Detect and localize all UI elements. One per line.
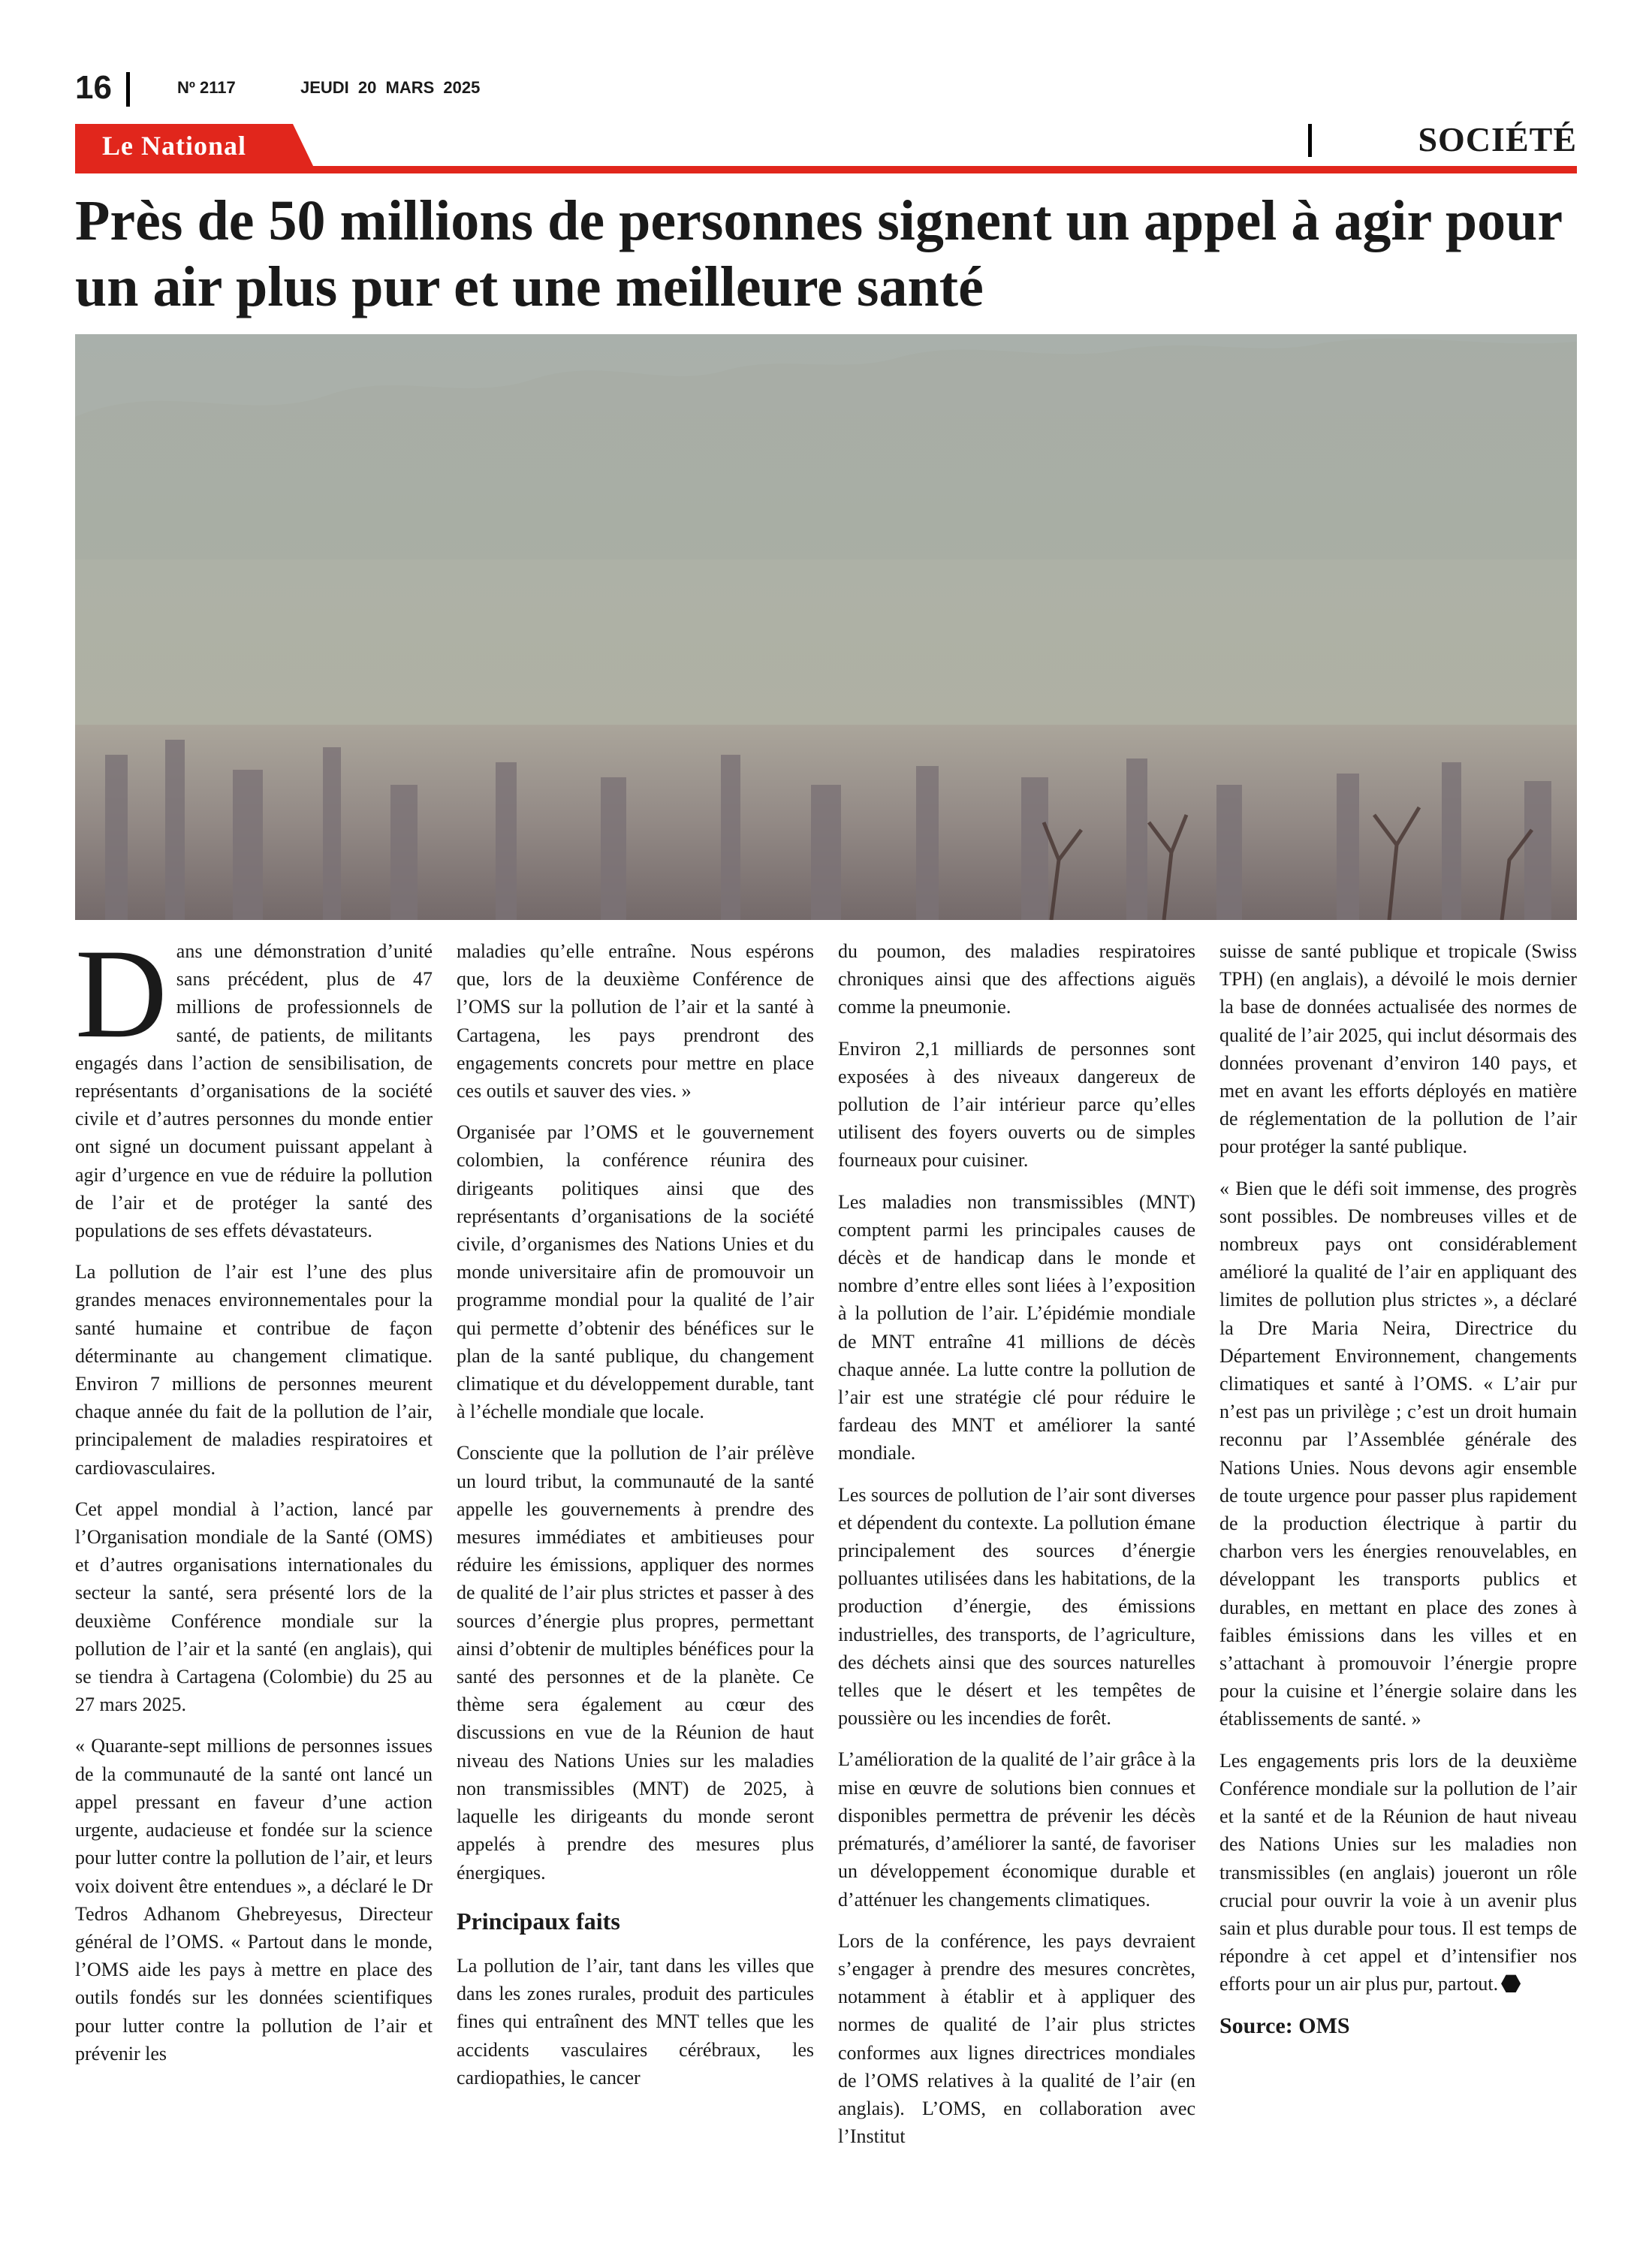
paragraph-text: ans une démonstration d’unité sans précédent, plus de 47 millions de professionnels de santé, de patients, de militants engagés dans l’action de sensibilisation, de représentants d’organisations de la société civile et d’autres personnes du monde entier ont signé un document puissant appelant à agir d’urgence en vue de réduire la pollution de l’air et de protéger la santé des populations de ses effets dévastateurs. [75,940,433,1242]
article-paragraph: Environ 2,1 milliards de personnes sont exposées à des niveaux dangereux de pollution de l’air intérieur parce qu’elles utilisent des foyers ouverts ou de simples fourneaux pour cuisiner. [838,1037,1195,1172]
article-column-1 [75,923,433,2081]
subheading: Principaux faits [457,1907,620,1935]
issue-number: Nº 2117 [177,78,236,97]
article-column-3 [838,937,1195,2164]
article-paragraph: Les maladies non transmissibles (MNT) comptent parmi les principales causes de décès et de handicap dans le monde et nombre d’entre elles sont liées à l’exposition à la pollution de l’air. L’épidémie mondiale de MNT entraîne 41 millions de décès chaque année. La lutte contre la pollution de l’air est une stratégie clé pour réduire le fardeau des MNT et améliorer la santé mondiale. [838,1190,1195,1464]
article-paragraph: L’amélioration de la qualité de l’air grâce à la mise en œuvre de solutions bien connues et disponibles permettra de prévenir les décès prématurés, d’améliorer la santé, de favoriser un développement économique durable et d’atténuer les changements climatiques. [838,1748,1195,1911]
article-paragraph [75,923,433,1244]
section-divider [1308,124,1312,157]
article-paragraph [1219,1747,1577,1998]
article-paragraph: Les sources de pollution de l’air sont diverses et dépendent du contexte. La pollution émane principalement des sources d’énergie polluantes utilisées dans les habitations, de la production d’énergie, des émissions industrielles, des transports, de l’agriculture, des déchets ainsi que des sources naturelles telles que le désert et les tempêtes de poussière ou les incendies de forêt. [838,1483,1195,1730]
page-number: 16 [75,69,112,106]
page-header [75,69,1577,107]
section-bar [75,120,1577,175]
article-paragraph: maladies qu’elle entraîne. Nous espérons que, lors de la deuxième Conférence de l’OMS sur la pollution de l’air et la santé à Cartagena, les pays prendront des engagements concrets pour mettre en place ces outils et sauver des vies. » [457,940,814,1102]
brand-logo: Le National [102,131,247,161]
article-paragraph: « Quarante-sept millions de personnes issues de la communauté de la santé ont lancé un appel pressant en faveur d’une action urgente, audacieuse et fondée sur la science pour lutter contre la pollution de l’air, et leurs voix doivent être entendues », a déclaré le Dr Tedros Adhanom Ghebreyesus, Directeur général de l’OMS. « Partout dans le monde, l’OMS aide les pays à mettre en place des outils fondés sur les données scientifiques pour lutter contre la pollution de l’air et prévenir les [75,1735,433,2064]
end-of-article-icon [1501,1974,1521,1993]
article-column-2 [457,937,814,2105]
article-paragraph: Lors de la conférence, les pays devraient s’engager à prendre des mesures concrètes, notamment à établir et à appliquer des normes de qualité de l’air plus strictes conformes aux lignes directrices mondiales de l’OMS relatives à la qualité de l’air (en anglais). L’OMS, en collaboration avec l’Institut [838,1929,1195,2148]
article-paragraph: Cet appel mondial à l’action, lancé par l’Organisation mondiale de la Santé (OMS) et d’autres organisations internationales du secteur la santé, sera présenté lors de la deuxième Conférence mondiale sur la pollution de l’air et la santé (en anglais), qui se tiendra à Cartagena (Colombie) du 25 au 27 mars 2025. [75,1497,433,1716]
section-name: SOCIÉTÉ [1418,120,1577,158]
article-photo [75,334,1577,920]
article-paragraph: La pollution de l’air est l’une des plus grandes menaces environnementales pour la santé humaine et contribue de façon déterminante au changement climatique. Environ 7 millions de personnes meurent chaque année du fait de la pollution de l’air, principalement de maladies respiratoires et cardiovasculaires. [75,1261,433,1479]
article-paragraph: La pollution de l’air, tant dans les villes que dans les zones rurales, produit des particules fines qui entraînent des MNT telles que les accidents vasculaires cérébraux, les cardiopathies, le cancer [457,1954,814,2089]
article-paragraph: Organisée par l’OMS et le gouvernement colombien, la conférence réunira des dirigeants politiques ainsi que des représentants d’organisations de la société civile, d’organismes des Nations Unies et du monde universitaire afin de promouvoir un programme mondial pour la qualité de l’air qui permette d’obtenir des bénéfices sur le plan de la santé publique, du changement climatique et du développement durable, tant à l’échelle mondiale que locale. [457,1121,814,1423]
drop-cap: D [75,923,167,1064]
article-source: Source: OMS [1219,2013,1350,2038]
article-paragraph: Consciente que la pollution de l’air prélève un lourd tribut, la communauté de la santé appelle les gouvernements à prendre des mesures immédiates et ambitieuses pour réduire les émissions, appliquer des normes de qualité de l’air plus strictes et passer à des sources d’énergie plus propres, permettant ainsi d’obtenir de multiples bénéfices pour la santé des personnes et de la planète. Ce thème sera également au cœur des discussions en vue de la Réunion de haut niveau des Nations Unies sur les maladies non transmissibles (MNT) de 2025, à laquelle les dirigeants du monde seront appelés à prendre des mesures plus énergiques. [457,1442,814,1884]
article-paragraph: « Bien que le défi soit immense, des progrès sont possibles. De nombreuses villes et de nombreux pays ont considérablement amélioré la qualité de l’air en appliquant des limites de pollution plus strictes », a déclaré la Dre Maria Neira, Directrice du Département Environnement, changements climatiques et santé à l’OMS. « L’air pur n’est pas un privilège ; c’est un droit humain reconnu par l’Assemblée générale des Nations Unies. Nous devons agir ensemble de toute urgence pour passer plus rapidement de la production électrique à partir du charbon vers les énergies renouvelables, en développant les transports publics et durables, en mettant en place des zones à faibles émissions dans les villes et en s’attachant à promouvoir l’énergie propre pour la cuisine et l’énergie solaire dans les établissements de santé. » [1219,1177,1577,1730]
issue-date: JEUDI 20 MARS 2025 [300,78,481,97]
paragraph-text: Les engagements pris lors de la deuxième Conférence mondiale sur la pollution de l’air et la santé et de la Réunion de haut niveau des Nations Unies sur les maladies non transmissibles (en anglais) joueront un rôle crucial pour ouvrir la voie à un avenir plus sain et plus durable pour tous. Il est temps de répondre à cet appel et d’intensifier nos efforts pour un air plus pur, partout. [1219,1749,1577,1995]
article-paragraph: suisse de santé publique et tropicale (Swiss TPH) (en anglais), a dévoilé le mois dernier la base de données actualisée des normes de qualité de l’air 2025, qui inclut désormais des données provenant d’environ 140 pays, et met en avant les efforts déployés en matière de réglementation de la pollution de l’air pour protéger la santé publique. [1219,940,1577,1158]
article-headline: Près de 50 millions de personnes signent un appel à agir pour un air plus pur et une meilleure santé [75,189,1562,318]
article-paragraph: du poumon, des maladies respiratoires chroniques ainsi que des affections aiguës comme la pneumonie. [838,940,1195,1018]
section-rule [75,166,1577,173]
article-column-4 [1219,937,1577,2040]
page-number-divider [126,72,130,107]
